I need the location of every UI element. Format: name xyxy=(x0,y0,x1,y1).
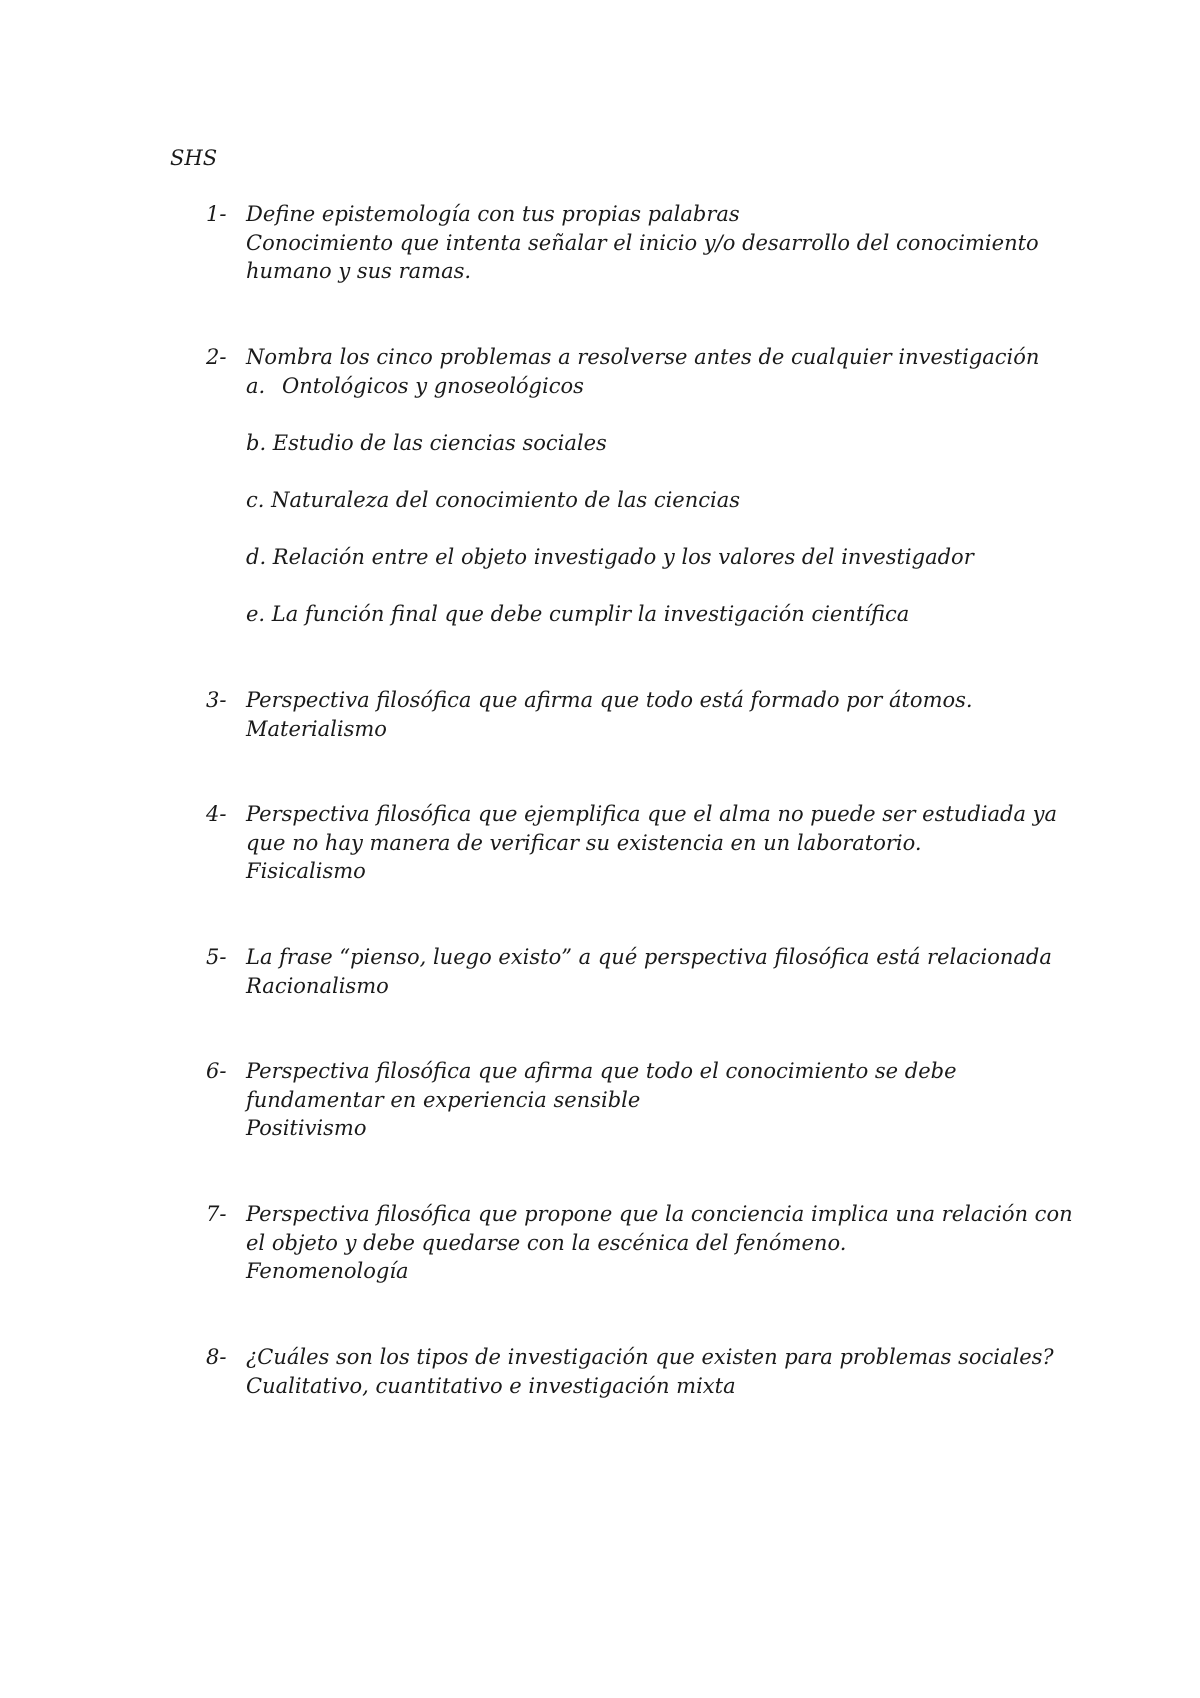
list-item-text: Ontológicos y gnoseológicos xyxy=(282,374,584,398)
question-text: Perspectiva filosófica que afirma que todo está formado por átomos. xyxy=(246,688,973,712)
question-text: Perspectiva filosófica que afirma que todo el conocimiento se debe xyxy=(246,1059,957,1083)
answer-text: Materialismo xyxy=(246,716,387,741)
list-item-c: c. Naturaleza del conocimiento de las ciencias xyxy=(246,488,741,512)
question-number: 6- xyxy=(206,1059,227,1083)
question-number: 8- xyxy=(206,1345,227,1369)
question-text: fundamentar en experiencia sensible xyxy=(246,1087,641,1112)
question-body xyxy=(246,1343,1054,1400)
question-text: Define epistemología con tus propias palabras xyxy=(246,202,740,226)
question-number: 1- xyxy=(206,202,227,226)
answer-text: humano y sus ramas. xyxy=(246,259,472,283)
answer-text: Conocimiento que intenta señalar el inicio y/o desarrollo del conocimiento xyxy=(246,230,1039,255)
answer-text: Fenomenología xyxy=(246,1259,409,1283)
question-body xyxy=(246,800,1058,886)
answer-text: Racionalismo xyxy=(246,973,389,998)
list-item-d: d. Relación entre el objeto investigado y los valores del investigador xyxy=(246,545,974,569)
answer-text: Cualitativo, cuantitativo e investigación mixta xyxy=(246,1373,736,1398)
question-text: La frase “pienso, luego existo” a qué perspectiva filosófica está relacionada xyxy=(246,945,1052,969)
question-number: 7- xyxy=(206,1202,227,1226)
list-item-a xyxy=(246,372,584,400)
list-item-letter: a. xyxy=(246,374,266,398)
question-body xyxy=(246,1057,1046,1143)
question-text: ¿Cuáles son los tipos de investigación que existen para problemas sociales? xyxy=(246,1345,1054,1369)
list-item-e: e. La función final que debe cumplir la investigación científica xyxy=(246,602,910,626)
question-text: Nombra los cinco problemas a resolverse antes de cualquier investigación xyxy=(246,345,1040,369)
question-number: 2- xyxy=(206,345,227,369)
question-number: 5- xyxy=(206,945,227,969)
question-body xyxy=(246,686,1046,743)
list-item-b: b. Estudio de las ciencias sociales xyxy=(246,431,607,455)
question-number: 3- xyxy=(206,688,227,712)
question-body xyxy=(246,943,1052,1000)
question-text: Perspectiva filosófica que propone que la conciencia implica una relación con xyxy=(246,1202,1073,1226)
question-text: el objeto y debe quedarse con la escénica del fenómeno. xyxy=(246,1230,847,1255)
question-body xyxy=(246,343,1046,372)
question-text: que no hay manera de verificar su existencia en un laboratorio. xyxy=(246,830,922,855)
question-number: 4- xyxy=(206,802,227,826)
answer-text: Positivismo xyxy=(246,1116,367,1140)
question-body xyxy=(246,200,1046,286)
question-body xyxy=(246,1200,1073,1286)
question-text: Perspectiva filosófica que ejemplifica que el alma no puede ser estudiada ya xyxy=(246,802,1058,826)
document-title: SHS xyxy=(170,146,218,170)
answer-text: Fisicalismo xyxy=(246,859,366,883)
